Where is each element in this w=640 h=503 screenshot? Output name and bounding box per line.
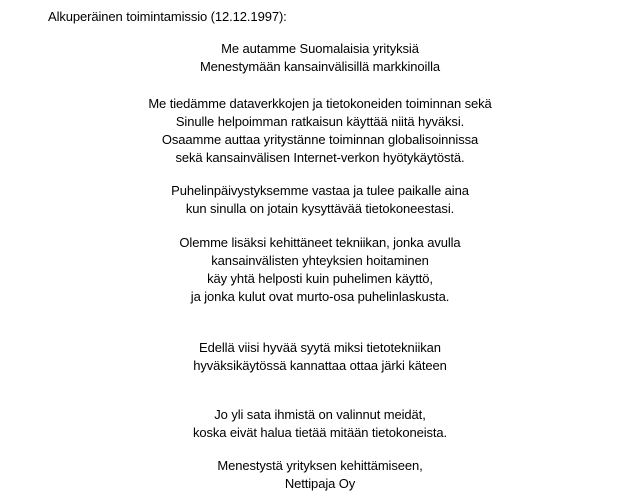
paragraph-line: Me autamme Suomalaisia yrityksiä — [221, 41, 419, 56]
company-signature: Nettipaja Oy — [284, 476, 356, 491]
paragraph-line: Olemme lisäksi kehittäneet tekniikan, jonka avulla — [179, 235, 461, 250]
paragraph-line: kansainvälisten yhteyksien hoitaminen — [211, 253, 429, 268]
paragraph-line: kun sinulla on jotain kysyttävää tietokoneestasi. — [185, 201, 455, 216]
paragraph-line: Jo yli sata ihmistä on valinnut meidät, — [214, 407, 426, 422]
closing-line: Menestystä yrityksen kehittämiseen, — [217, 458, 423, 473]
paragraph-line: käy yhtä helposti kuin puhelimen käyttö, — [207, 271, 433, 286]
paragraph-line: Menestymään kansainvälisillä markkinoilla — [199, 59, 441, 74]
paragraph-line: Me tiedämme dataverkkojen ja tietokoneiden toiminnan sekä — [148, 96, 492, 111]
paragraph-line: sekä kansainvälisen Internet-verkon hyötykäytöstä. — [175, 150, 465, 165]
paragraph-line: Sinulle helpoimman ratkaisun käyttää niitä hyväksi. — [175, 114, 465, 129]
paragraph-line: hyväksikäytössä kannattaa ottaa järki käteen — [193, 358, 447, 373]
paragraph-line: Edellä viisi hyvää syytä miksi tietotekniikan — [199, 340, 441, 355]
mission-heading: Alkuperäinen toimintamissio (12.12.1997): — [48, 9, 287, 24]
paragraph-line: Puhelinpäivystyksemme vastaa ja tulee paikalle aina — [171, 183, 469, 198]
paragraph-line: Osaamme auttaa yritystänne toiminnan globalisoinnissa — [161, 132, 479, 147]
paragraph-line: koska eivät halua tietää mitään tietokoneista. — [192, 425, 448, 440]
paragraph-line: ja jonka kulut ovat murto-osa puhelinlaskusta. — [190, 289, 450, 304]
